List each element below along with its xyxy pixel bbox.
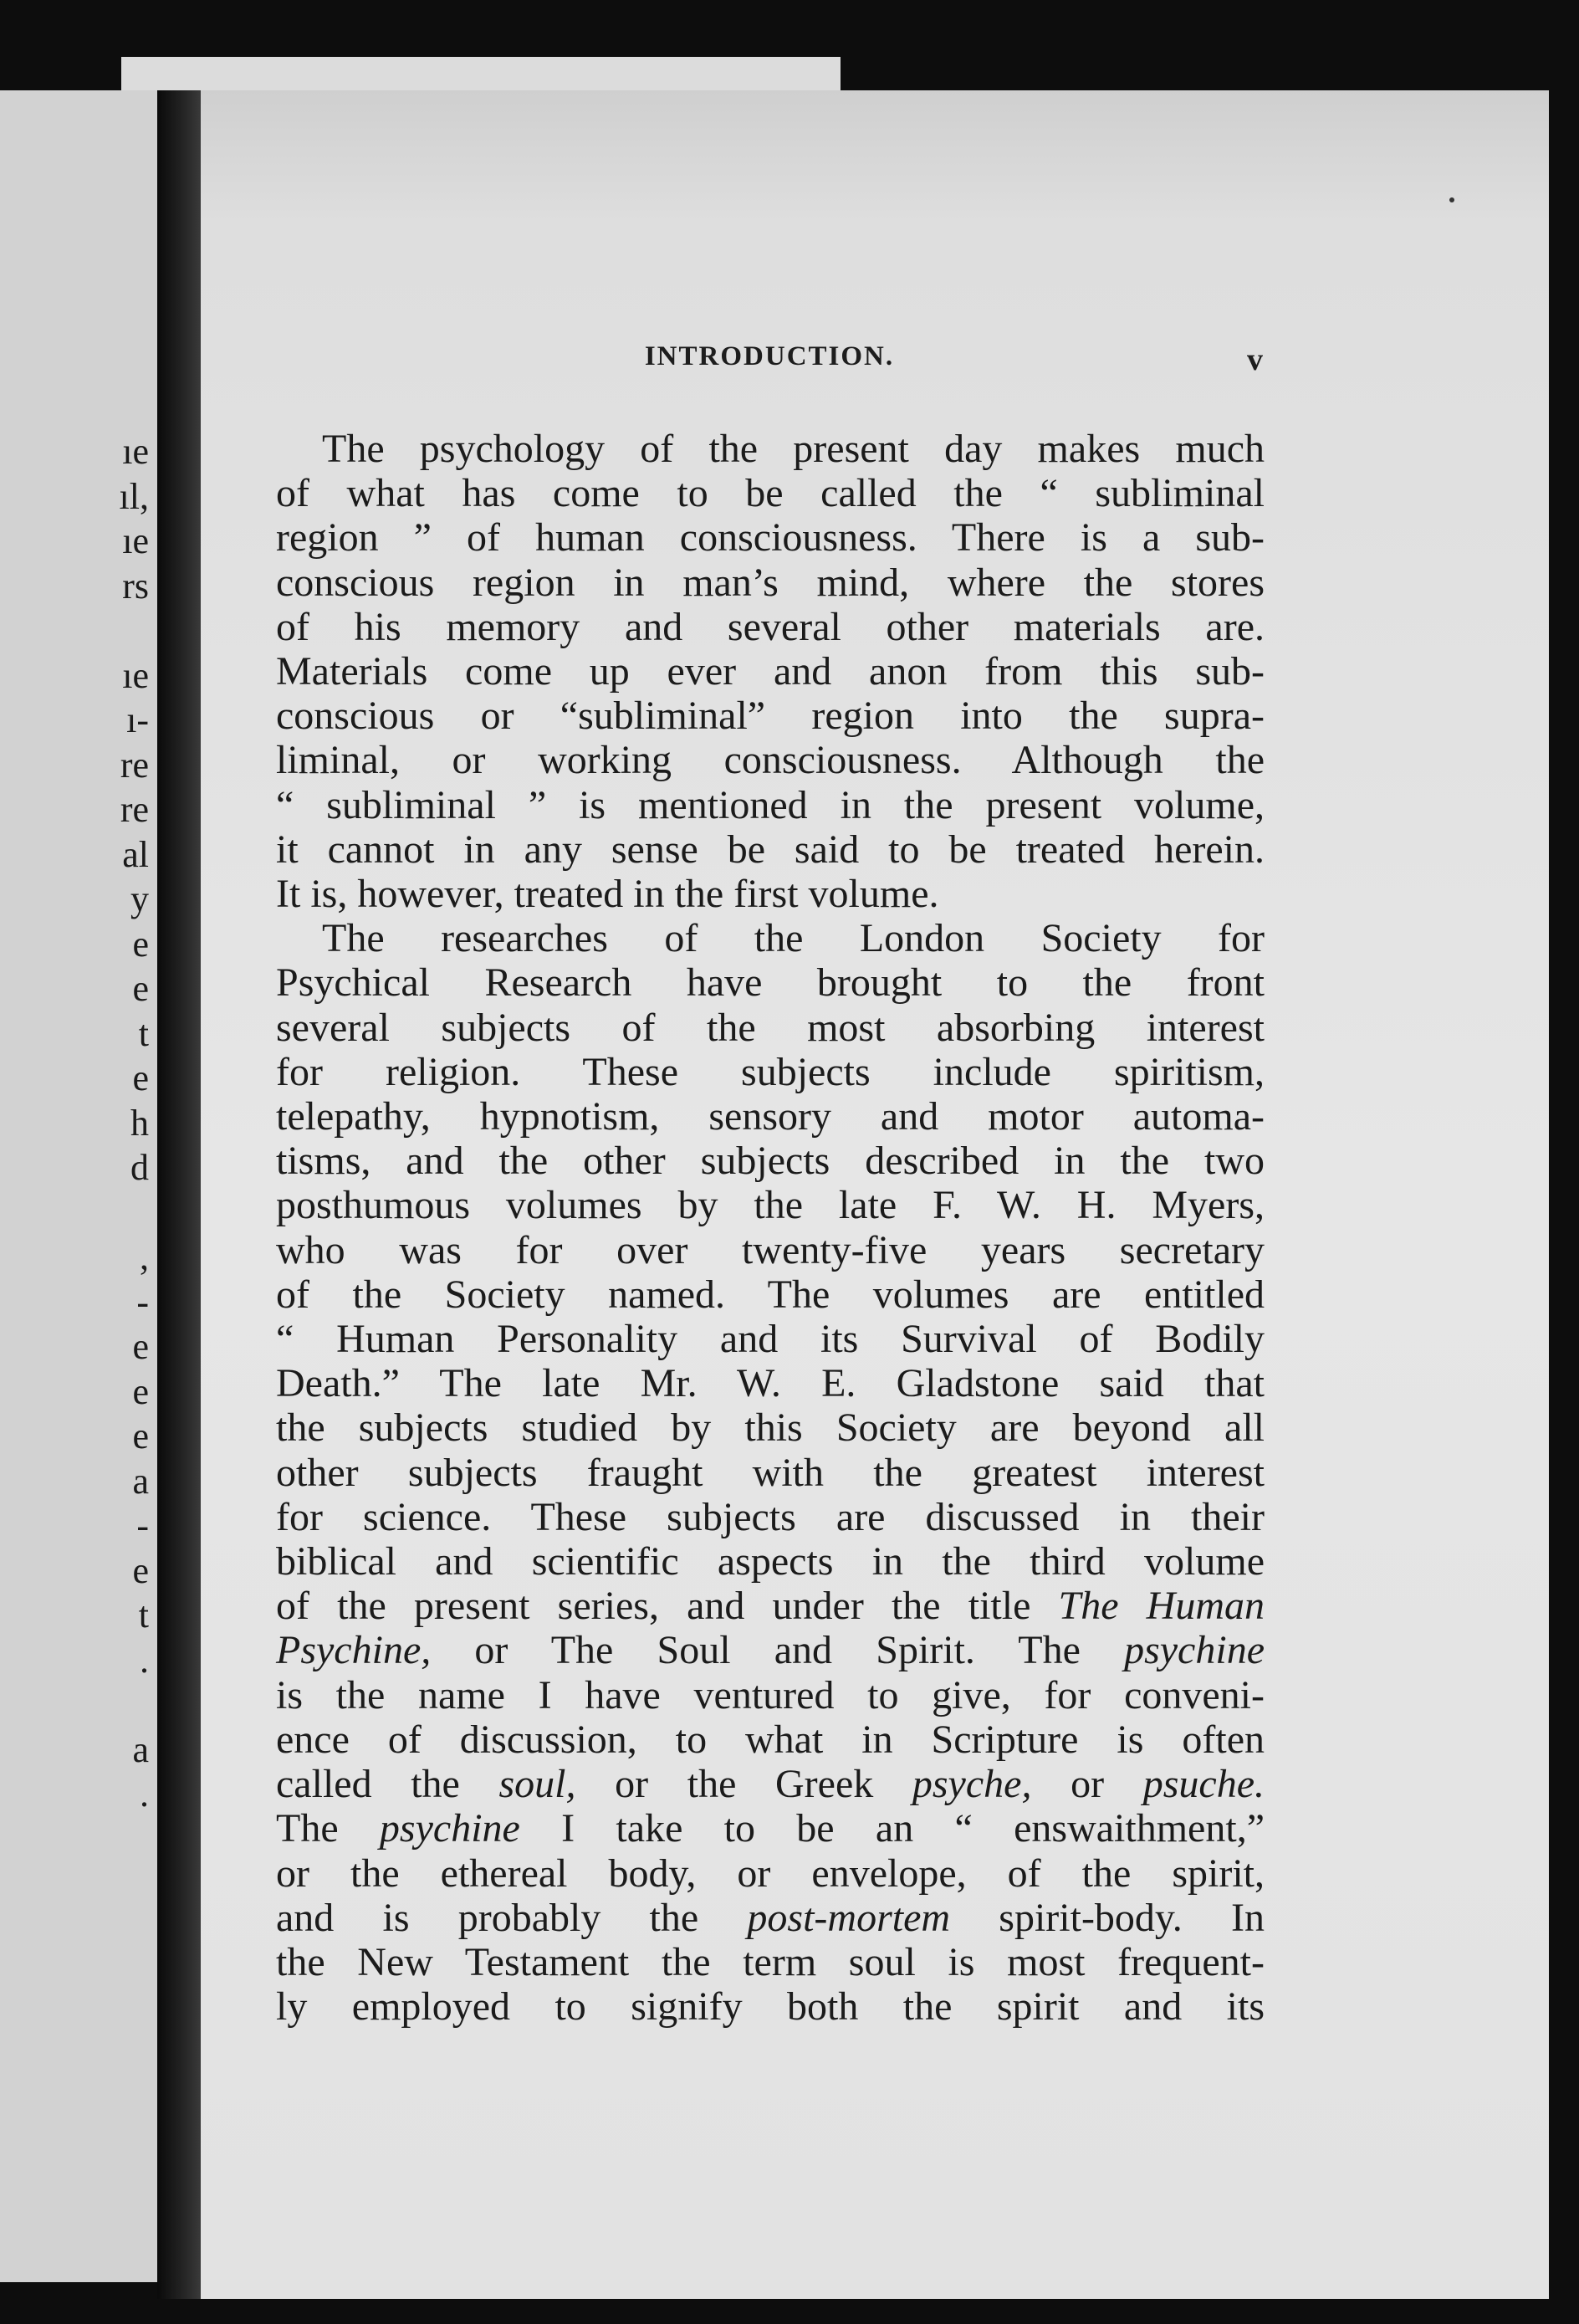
text-run: or The Soul and Spirit. The (431, 1628, 1125, 1673)
text-run: called the (276, 1762, 499, 1807)
text-line: of the Society named. The volumes are entitled (276, 1272, 1265, 1317)
italic-title: Psychine, (276, 1628, 432, 1673)
scanner-edge-strip (121, 57, 841, 92)
facing-page-fragment: e (132, 1415, 149, 1456)
text-line: the New Testament the term soul is most frequent- (276, 1939, 1265, 1984)
facing-page-fragment: ıe (122, 431, 149, 472)
text-line: The psychology of the present day makes much (322, 427, 1265, 471)
text-line: or the ethereal body, or envelope, of the spirit, (276, 1850, 1265, 1896)
facing-page-fragment (0, 1190, 149, 1236)
italic-term: post-mortem (747, 1895, 951, 1940)
text-line: several subjects of the most absorbing interest (276, 1005, 1265, 1050)
facing-page-fragment: t (138, 1595, 149, 1636)
text-line: of his memory and several other materials are. (276, 604, 1265, 649)
facing-page-fragment: rs (122, 565, 149, 607)
facing-page-fragment: e (132, 1549, 149, 1591)
text-line (276, 1584, 1265, 1628)
text-run: spirit-body. In (950, 1895, 1265, 1940)
facing-page-fragment: y (130, 878, 149, 919)
italic-term: soul, (498, 1762, 576, 1807)
facing-page-fragments (0, 429, 157, 1817)
text-line (276, 1762, 1265, 1806)
text-run: and is probably the (276, 1895, 748, 1940)
text-line: telepathy, hypnotism, sensory and motor automa- (276, 1094, 1265, 1139)
page-number: v (1247, 342, 1263, 377)
text-line: “ Human Personality and its Survival of Bodily (276, 1317, 1265, 1362)
text-run: The (276, 1806, 380, 1851)
text-line: posthumous volumes by the late F. W. H. Myers, (276, 1183, 1265, 1228)
facing-page-edge (0, 90, 157, 2282)
text-line: ly employed to signify both the spirit and its (276, 1984, 1265, 2030)
text-line: for science. These subjects are discussed in their (276, 1494, 1265, 1539)
facing-page-fragment: . (140, 1639, 149, 1681)
book-gutter (157, 90, 201, 2299)
facing-page-fragment: ıe (122, 654, 149, 696)
text-run: or the Greek (575, 1762, 912, 1807)
italic-term: psychine (379, 1806, 520, 1851)
facing-page-fragment: re (120, 744, 149, 786)
text-line: Psychical Research have brought to the front (276, 960, 1265, 1006)
facing-page-fragment: - (136, 1281, 149, 1323)
facing-page-fragment: ıl, (119, 475, 149, 517)
text-run: of the present series, and under the title (276, 1584, 1059, 1629)
italic-title: The Human (1058, 1584, 1265, 1629)
facing-page-fragment: - (136, 1505, 149, 1546)
running-header (276, 341, 1263, 385)
text-line: it cannot in any sense be said to be treated herein. (276, 827, 1265, 872)
text-line: conscious or “subliminal” region into the supra- (276, 694, 1265, 739)
text-line: other subjects fraught with the greatest interest (276, 1450, 1265, 1495)
facing-page-fragment (0, 1682, 149, 1728)
text-run: I take to be an “ enswaithment,” (519, 1806, 1265, 1851)
facing-page-fragment: e (132, 1057, 149, 1098)
facing-page-fragment: a (132, 1728, 149, 1770)
facing-page-fragment: e (132, 968, 149, 1009)
text-line: “ subliminal ” is mentioned in the present volume, (276, 782, 1265, 827)
facing-page-fragment: re (120, 789, 149, 830)
facing-page-fragment: ıe (122, 520, 149, 561)
text-line (276, 1628, 1265, 1672)
facing-page-fragment: . (140, 1774, 149, 1815)
facing-page-fragment: a (132, 1460, 149, 1502)
italic-term: psyche, (912, 1762, 1032, 1807)
text-line: for religion. These subjects include spiritism, (276, 1049, 1265, 1094)
header-title: INTRODUCTION. (644, 341, 895, 371)
facing-page-fragment: t (138, 1012, 149, 1054)
text-line: tisms, and the other subjects described in the two (276, 1139, 1265, 1184)
facing-page-fragment: , (140, 1236, 149, 1277)
text-run: or (1031, 1762, 1143, 1807)
text-line: biblical and scientific aspects in the third volume (276, 1539, 1265, 1584)
text-line: Death.” The late Mr. W. E. Gladstone said that (276, 1361, 1265, 1406)
text-line: conscious region in man’s mind, where the stores (276, 560, 1265, 605)
paragraph-1 (276, 427, 1265, 916)
text-line (276, 1806, 1265, 1850)
text-line: liminal, or working consciousness. Although the (276, 738, 1265, 783)
text-line: The researches of the London Society for (322, 916, 1265, 961)
facing-page-fragment: h (130, 1102, 149, 1144)
facing-page-fragment: d (130, 1147, 149, 1188)
text-line: region ” of human consciousness. There is a sub- (276, 515, 1265, 561)
facing-page-fragment: al (122, 833, 149, 875)
text-line (276, 1896, 1265, 1940)
text-line: It is, however, treated in the first volume. (276, 872, 939, 917)
text-line: ence of discussion, to what in Scripture is often (276, 1717, 1265, 1762)
facing-page-fragment: ı- (126, 699, 149, 740)
facing-page-fragment: e (132, 1370, 149, 1412)
facing-page-fragment: e (132, 1326, 149, 1367)
text-line: the subjects studied by this Society are beyond all (276, 1405, 1265, 1451)
facing-page-fragment (0, 608, 149, 653)
italic-term: psychine (1124, 1628, 1265, 1673)
text-line: Materials come up ever and anon from this sub- (276, 649, 1265, 694)
text-line: of what has come to be called the “ subliminal (276, 471, 1265, 516)
body-text (276, 427, 1265, 2029)
text-line: is the name I have ventured to give, for conveni- (276, 1672, 1265, 1717)
speck (1449, 197, 1454, 202)
paragraph-2 (276, 916, 1265, 2029)
facing-page-fragment: e (132, 923, 149, 965)
text-line: who was for over twenty-five years secretary (276, 1227, 1265, 1272)
italic-term: psuche. (1142, 1762, 1265, 1807)
